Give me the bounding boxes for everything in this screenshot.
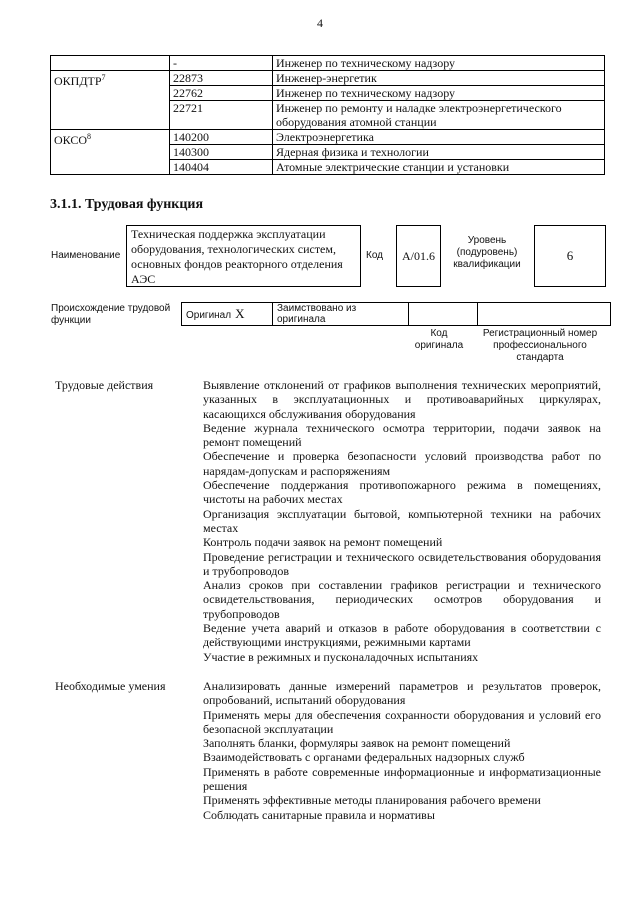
code-cell: 22721	[170, 101, 273, 130]
original-cell	[182, 303, 273, 326]
original-label: Оригинал	[186, 310, 232, 321]
code-cell: 140404	[170, 160, 273, 175]
title-cell: Инженер по ремонту и наладке электроэнергетического оборудования атомной станции	[273, 101, 605, 130]
title-cell: Атомные электрические станции и установки	[273, 160, 605, 175]
title-cell: Электроэнергетика	[273, 130, 605, 145]
code-cell: -	[170, 56, 273, 71]
code-cell: 140200	[170, 130, 273, 145]
group-cell	[51, 130, 170, 175]
original-mark: X	[235, 306, 245, 321]
code-cell: 22873	[170, 71, 273, 86]
list-item: Ведение учета аварий и отказов в работе оборудования в соответствии с действующими инструкциями, режимными картами	[203, 621, 601, 650]
code-label: Код	[366, 250, 384, 261]
skills-list	[203, 679, 601, 822]
page-number: 4	[317, 16, 323, 30]
list-item: Выявление отклонений от графиков выполнения технических мероприятий, указанных в эксплуатационных и противоаварийных циркулярах, касающихся обслуживания оборудования	[203, 378, 601, 421]
level-label: Уровень (подуровень) квалификации	[453, 235, 521, 270]
name-label: Наименование	[51, 250, 121, 261]
list-item: Ведение журнала технического осмотра территории, подачи заявок на ремонт помещений	[203, 420, 601, 450]
labor-actions-label: Трудовые действия	[55, 378, 154, 392]
list-item: Заполнять бланки, формуляры заявок на ремонт помещений	[203, 736, 511, 751]
title-cell: Инженер-энергетик	[273, 71, 605, 86]
table-row	[182, 303, 611, 326]
function-name-box: Техническая поддержка эксплуатации оборудования, технологических систем, основных фондов реакторного отделения АЭС	[126, 225, 361, 287]
reg-number-cell	[478, 303, 611, 326]
list-item: Применять эффективные методы планирования рабочего времени	[203, 793, 541, 808]
code-original-label: Код оригинала	[414, 328, 464, 351]
list-item: Проведение регистрации и технического освидетельствования оборудования и трубопроводов	[203, 549, 601, 578]
list-item: Применять меры для обеспечения сохранности оборудования и условий его безопасной эксплуатации	[203, 707, 601, 736]
skills-label: Необходимые умения	[55, 679, 166, 693]
group-label: ОКСО	[54, 133, 88, 147]
section-title: 3.1.1. Трудовая функция	[50, 197, 204, 212]
title-cell: Инженер по техническому надзору	[273, 86, 605, 101]
classification-table	[50, 55, 605, 175]
list-item: Анализ сроков при составлении графиков регистрации и технического освидетельствования, периодических осмотров оборудования и трубопроводов	[203, 578, 601, 621]
list-item: Соблюдать санитарные правила и нормативы	[203, 807, 435, 822]
table-row	[51, 56, 605, 71]
function-code-box: A/01.6	[396, 225, 441, 287]
reg-number-label: Регистрационный номер профессионального стандарта	[482, 328, 598, 363]
list-item: Участие в режимных и пусконаладочных испытаниях	[203, 649, 479, 664]
table-row	[51, 71, 605, 86]
labor-actions-list	[203, 378, 601, 664]
group-cell	[51, 56, 170, 71]
list-item: Применять в работе современные информационные и информатизационные решения	[203, 764, 601, 794]
list-item: Обеспечение поддержания противопожарного режима в помещениях, чистоты на рабочих местах	[203, 478, 601, 507]
borrowed-cell: Заимствовано из оригинала	[273, 303, 409, 326]
code-cell: 22762	[170, 86, 273, 101]
title-cell: Инженер по техническому надзору	[273, 56, 605, 71]
footnote-mark: 8	[87, 132, 92, 141]
table-row	[51, 130, 605, 145]
code-original-cell	[409, 303, 478, 326]
level-value-box: 6	[534, 225, 606, 287]
list-item: Обеспечение и проверка безопасности условий производства работ по нарядам-допускам и распоряжениям	[203, 449, 601, 478]
list-item: Организация эксплуатации бытовой, компьютерной техники на рабочих местах	[203, 506, 601, 535]
list-item: Контроль подачи заявок на ремонт помещений	[203, 535, 443, 550]
group-cell	[51, 71, 170, 130]
code-cell: 140300	[170, 145, 273, 160]
origin-table	[181, 302, 611, 326]
title-cell: Ядерная физика и технологии	[273, 145, 605, 160]
origin-label: Происхождение трудовой функции	[51, 303, 171, 326]
list-item: Анализировать данные измерений параметров и результатов проверок, опробований, испытаний оборудования	[203, 679, 601, 708]
list-item: Взаимодействовать с органами федеральных надзорных служб	[203, 750, 525, 765]
footnote-mark: 7	[101, 73, 106, 82]
group-label: ОКПДТР	[54, 74, 102, 88]
